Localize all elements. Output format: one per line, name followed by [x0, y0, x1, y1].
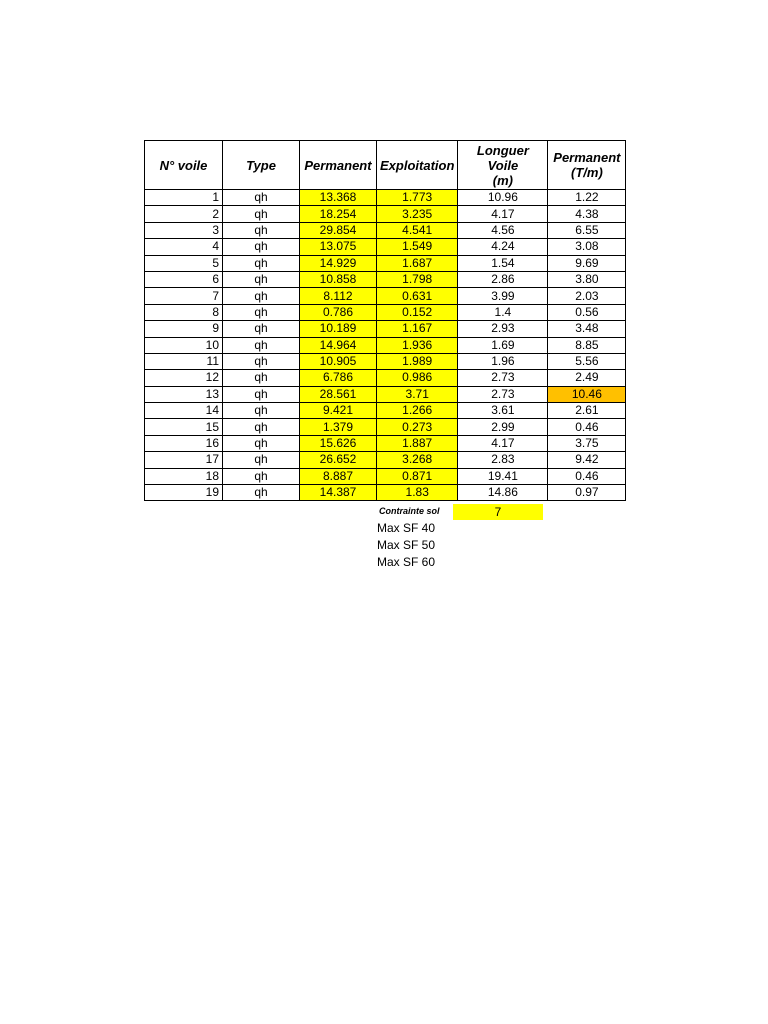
- table-row: [145, 190, 626, 206]
- cell-type[interactable]: qh: [223, 206, 300, 222]
- table-row: [145, 419, 626, 435]
- cell-permanent[interactable]: 10.189: [300, 321, 377, 337]
- cell-type[interactable]: qh: [223, 190, 300, 206]
- cell-type[interactable]: qh: [223, 452, 300, 468]
- cell-permanent-tm[interactable]: 0.56: [548, 304, 626, 320]
- cell-n-voile[interactable]: 19: [145, 485, 223, 501]
- header-permanent-tm: [548, 141, 626, 190]
- cell-exploitation[interactable]: 0.986: [377, 370, 458, 386]
- cell-permanent-tm[interactable]: 0.97: [548, 485, 626, 501]
- cell-longueur[interactable]: 2.73: [458, 386, 548, 402]
- table-row: [145, 403, 626, 419]
- table-row: [145, 304, 626, 320]
- cell-longueur[interactable]: 1.69: [458, 337, 548, 353]
- table-row: [145, 321, 626, 337]
- cell-type[interactable]: qh: [223, 419, 300, 435]
- cell-permanent-tm[interactable]: 1.22: [548, 190, 626, 206]
- cell-type[interactable]: qh: [223, 353, 300, 369]
- table-row: [145, 485, 626, 501]
- header-type: Type: [223, 141, 300, 190]
- cell-n-voile[interactable]: 12: [145, 370, 223, 386]
- cell-permanent-tm[interactable]: 3.75: [548, 435, 626, 451]
- cell-n-voile[interactable]: 17: [145, 452, 223, 468]
- cell-longueur[interactable]: 14.86: [458, 485, 548, 501]
- cell-permanent-tm[interactable]: 0.46: [548, 468, 626, 484]
- cell-type[interactable]: qh: [223, 222, 300, 238]
- table-row: [145, 435, 626, 451]
- cell-exploitation[interactable]: 1.798: [377, 271, 458, 287]
- cell-n-voile[interactable]: 7: [145, 288, 223, 304]
- cell-n-voile[interactable]: 13: [145, 386, 223, 402]
- cell-permanent[interactable]: 10.858: [300, 271, 377, 287]
- cell-type[interactable]: qh: [223, 386, 300, 402]
- cell-exploitation[interactable]: 1.687: [377, 255, 458, 271]
- cell-exploitation[interactable]: 3.71: [377, 386, 458, 402]
- contrainte-sol-value[interactable]: 7: [453, 504, 543, 520]
- cell-n-voile[interactable]: 3: [145, 222, 223, 238]
- table-row: [145, 370, 626, 386]
- cell-permanent[interactable]: 18.254: [300, 206, 377, 222]
- cell-n-voile[interactable]: 14: [145, 403, 223, 419]
- cell-permanent[interactable]: 14.964: [300, 337, 377, 353]
- cell-permanent[interactable]: 15.626: [300, 435, 377, 451]
- cell-n-voile[interactable]: 1: [145, 190, 223, 206]
- header-permanent-tm-line2: (T/m): [571, 165, 603, 180]
- cell-type[interactable]: qh: [223, 403, 300, 419]
- cell-exploitation[interactable]: 0.631: [377, 288, 458, 304]
- table-row: [145, 386, 626, 402]
- cell-n-voile[interactable]: 10: [145, 337, 223, 353]
- cell-permanent[interactable]: 13.075: [300, 239, 377, 255]
- cell-n-voile[interactable]: 8: [145, 304, 223, 320]
- cell-n-voile[interactable]: 5: [145, 255, 223, 271]
- cell-permanent[interactable]: 14.929: [300, 255, 377, 271]
- cell-permanent-tm[interactable]: 2.49: [548, 370, 626, 386]
- cell-longueur[interactable]: 19.41: [458, 468, 548, 484]
- cell-longueur[interactable]: 4.24: [458, 239, 548, 255]
- max-sf-50-label: Max SF 50: [377, 538, 436, 552]
- cell-permanent-tm[interactable]: 5.56: [548, 353, 626, 369]
- header-exploitation: Exploitation: [377, 141, 458, 190]
- cell-permanent[interactable]: 13.368: [300, 190, 377, 206]
- cell-type[interactable]: qh: [223, 337, 300, 353]
- header-permanent-tm-line1: Permanent: [553, 150, 621, 165]
- cell-exploitation[interactable]: 3.235: [377, 206, 458, 222]
- header-longueur: [458, 141, 548, 190]
- cell-n-voile[interactable]: 16: [145, 435, 223, 451]
- cell-n-voile[interactable]: 2: [145, 206, 223, 222]
- cell-permanent[interactable]: 8.887: [300, 468, 377, 484]
- table-row: [145, 255, 626, 271]
- cell-permanent[interactable]: 26.652: [300, 452, 377, 468]
- cell-type[interactable]: qh: [223, 271, 300, 287]
- cell-longueur[interactable]: 10.96: [458, 190, 548, 206]
- cell-exploitation[interactable]: 1.266: [377, 403, 458, 419]
- cell-exploitation[interactable]: 3.268: [377, 452, 458, 468]
- cell-permanent-tm[interactable]: 9.42: [548, 452, 626, 468]
- table-row: [145, 271, 626, 287]
- max-sf-60-label: Max SF 60: [377, 555, 436, 569]
- cell-exploitation[interactable]: 1.773: [377, 190, 458, 206]
- header-longueur-line2: (m): [492, 172, 513, 188]
- cell-n-voile[interactable]: 6: [145, 271, 223, 287]
- cell-longueur[interactable]: 3.99: [458, 288, 548, 304]
- cell-type[interactable]: qh: [223, 304, 300, 320]
- cell-permanent-tm[interactable]: 0.46: [548, 419, 626, 435]
- cell-permanent-tm[interactable]: 6.55: [548, 222, 626, 238]
- summary-block: [376, 504, 544, 571]
- cell-permanent[interactable]: 1.379: [300, 419, 377, 435]
- header-permanent: Permanent: [300, 141, 377, 190]
- cell-type[interactable]: qh: [223, 239, 300, 255]
- cell-n-voile[interactable]: 18: [145, 468, 223, 484]
- cell-exploitation[interactable]: 1.936: [377, 337, 458, 353]
- header-longueur-line1: Longuer Voile: [476, 142, 529, 173]
- cell-n-voile[interactable]: 15: [145, 419, 223, 435]
- cell-longueur[interactable]: 2.99: [458, 419, 548, 435]
- cell-exploitation[interactable]: 1.167: [377, 321, 458, 337]
- cell-permanent[interactable]: 9.421: [300, 403, 377, 419]
- cell-type[interactable]: qh: [223, 288, 300, 304]
- cell-permanent[interactable]: 29.854: [300, 222, 377, 238]
- table-body: [145, 190, 626, 501]
- cell-longueur[interactable]: 2.86: [458, 271, 548, 287]
- table-row: [145, 452, 626, 468]
- cell-longueur[interactable]: 1.96: [458, 353, 548, 369]
- cell-longueur[interactable]: 1.54: [458, 255, 548, 271]
- cell-exploitation[interactable]: 0.152: [377, 304, 458, 320]
- cell-permanent[interactable]: 0.786: [300, 304, 377, 320]
- cell-longueur[interactable]: 2.73: [458, 370, 548, 386]
- cell-exploitation[interactable]: 0.273: [377, 419, 458, 435]
- cell-permanent[interactable]: 6.786: [300, 370, 377, 386]
- cell-exploitation[interactable]: 1.887: [377, 435, 458, 451]
- cell-permanent-tm[interactable]: 2.61: [548, 403, 626, 419]
- table-header-row: [145, 141, 626, 190]
- cell-type[interactable]: qh: [223, 321, 300, 337]
- table-row: [145, 222, 626, 238]
- cell-longueur[interactable]: 2.83: [458, 452, 548, 468]
- cell-permanent-tm[interactable]: 8.85: [548, 337, 626, 353]
- table-row: [145, 206, 626, 222]
- cell-permanent[interactable]: 10.905: [300, 353, 377, 369]
- cell-permanent-tm[interactable]: 4.38: [548, 206, 626, 222]
- cell-longueur[interactable]: 3.61: [458, 403, 548, 419]
- max-sf-40-label: Max SF 40: [377, 521, 436, 535]
- loads-table: [144, 140, 626, 501]
- cell-type[interactable]: qh: [223, 370, 300, 386]
- table-row: [145, 353, 626, 369]
- cell-n-voile[interactable]: 11: [145, 353, 223, 369]
- cell-permanent-tm[interactable]: 9.69: [548, 255, 626, 271]
- cell-exploitation[interactable]: 1.989: [377, 353, 458, 369]
- table-row: [145, 468, 626, 484]
- cell-longueur[interactable]: 4.56: [458, 222, 548, 238]
- cell-longueur[interactable]: 4.17: [458, 435, 548, 451]
- cell-exploitation[interactable]: 1.549: [377, 239, 458, 255]
- cell-permanent[interactable]: 8.112: [300, 288, 377, 304]
- cell-permanent-tm[interactable]: 2.03: [548, 288, 626, 304]
- cell-type[interactable]: qh: [223, 485, 300, 501]
- cell-exploitation[interactable]: 0.871: [377, 468, 458, 484]
- table-row: [145, 239, 626, 255]
- cell-longueur[interactable]: 2.93: [458, 321, 548, 337]
- cell-permanent[interactable]: 14.387: [300, 485, 377, 501]
- cell-type[interactable]: qh: [223, 435, 300, 451]
- cell-longueur[interactable]: 1.4: [458, 304, 548, 320]
- cell-permanent[interactable]: 28.561: [300, 386, 377, 402]
- cell-longueur[interactable]: 4.17: [458, 206, 548, 222]
- table-row: [145, 288, 626, 304]
- cell-n-voile[interactable]: 9: [145, 321, 223, 337]
- table-row: [145, 337, 626, 353]
- header-n-voile: N° voile: [145, 141, 223, 190]
- contrainte-sol-row: [376, 504, 544, 520]
- cell-n-voile[interactable]: 4: [145, 239, 223, 255]
- cell-type[interactable]: qh: [223, 468, 300, 484]
- cell-permanent-tm[interactable]: 3.08: [548, 239, 626, 255]
- contrainte-sol-label: Contrainte sol: [379, 506, 440, 516]
- cell-exploitation[interactable]: 4.541: [377, 222, 458, 238]
- cell-permanent-tm[interactable]: 3.48: [548, 321, 626, 337]
- cell-permanent-tm[interactable]: 3.80: [548, 271, 626, 287]
- cell-exploitation[interactable]: 1.83: [377, 485, 458, 501]
- cell-permanent-tm[interactable]: 10.46: [548, 386, 626, 402]
- cell-type[interactable]: qh: [223, 255, 300, 271]
